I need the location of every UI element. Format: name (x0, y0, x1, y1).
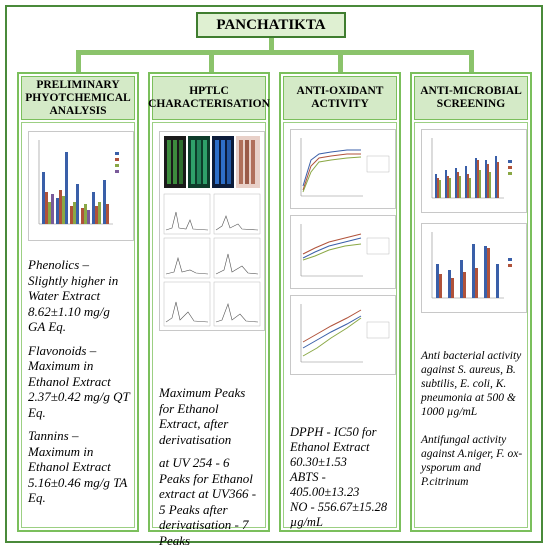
column-body (283, 122, 397, 528)
no-line-chart-thumbnail (290, 295, 396, 375)
hptlc-uv-paragraph: at UV 254 - 6 Peaks for Ethanol extract at UV366 - 5 Peaks after derivatisation - 7 Peaks (159, 455, 257, 548)
column-body (21, 122, 135, 528)
antibacterial-bar-chart-thumbnail (421, 129, 527, 213)
column-antimicrobial (410, 72, 532, 532)
antifungal-paragraph: Antifungal activity against A.niger, F. ox-ysporum and P.citrinum (421, 434, 523, 488)
column-antioxidant (279, 72, 401, 532)
antimicrobial-text (421, 349, 523, 497)
column-phytochemical (17, 72, 139, 532)
column-hptlc (148, 72, 270, 548)
antifungal-bar-chart-thumbnail (421, 223, 527, 313)
connector-drop-1 (76, 50, 81, 74)
phytochemical-bar-chart-thumbnail (28, 131, 134, 241)
column-heading: ANTI-MICROBIAL SCREENING (414, 76, 528, 120)
phenolics-paragraph: Phenolics – Slightly higher in Water Extract 8.62±1.10 mg/g GA Eq. (28, 257, 119, 334)
abts-line-chart-thumbnail (290, 215, 396, 289)
abts-paragraph: ABTS - 405.00±13.23 (290, 470, 360, 499)
flavonoids-paragraph: Flavonoids – Maximum in Ethanol Extract 2.37±0.42 mg/g QT Eq. (28, 342, 130, 420)
antioxidant-text (290, 425, 392, 538)
connector-drop-2 (209, 50, 214, 74)
hptlc-text (159, 385, 261, 556)
phytochemical-text (28, 257, 130, 514)
hptlc-plates-thumbnail (159, 131, 265, 331)
column-heading: ANTI-OXIDANT ACTIVITY (283, 76, 397, 120)
no-paragraph: NO - 556.67±15.28 µg/mL (290, 500, 388, 529)
column-body (152, 122, 266, 548)
column-heading: PRELIMINARY PHYOTCHEMICAL ANALYSIS (21, 76, 135, 120)
column-body (414, 122, 528, 528)
connector-bar (76, 50, 474, 55)
diagram-title: PANCHATIKTA (196, 12, 346, 38)
connector-drop-4 (469, 50, 474, 74)
column-heading: HPTLC CHARACTERISATION (152, 76, 266, 120)
antibacterial-paragraph: Anti bacterial activity against S. aureus, B. subtilis, E. coli, K. pneumonia at 500 & 1000 µg/mL (421, 350, 522, 418)
connector-drop-3 (338, 50, 343, 74)
tannins-paragraph: Tannins – Maximum in Ethanol Extract 5.16±0.46 mg/g TA Eq. (28, 428, 128, 505)
dpph-line-chart-thumbnail (290, 129, 396, 209)
dpph-paragraph: DPPH - IC50 for Ethanol Extract 60.30±1.53 (290, 425, 377, 469)
hptlc-peaks-paragraph: Maximum Peaks for Ethanol Extract, after derivatisation (159, 385, 246, 447)
